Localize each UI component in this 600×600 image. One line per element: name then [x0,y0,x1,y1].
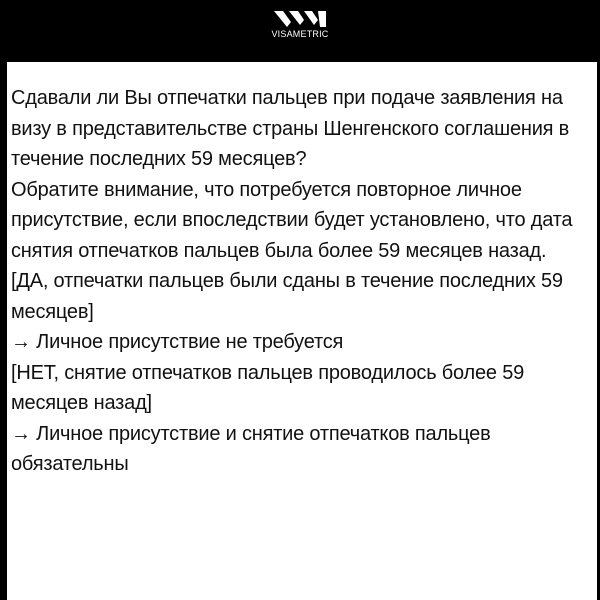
text-block [11,83,593,480]
option-yes-text: [ДА, отпечатки пальцев были сданы в течение последних 59 месяцев] [11,270,563,323]
result-yes-text: → Личное присутствие не требуется [11,331,344,353]
visametric-logo-icon [274,11,326,27]
option-no-text: [НЕТ, снятие отпечатков пальцев проводилось более 59 месяцев назад] [11,361,525,414]
result-no-text: → Личное присутствие и снятие отпечатков пальцев обязательны [11,422,491,475]
logo-text: VISAMETRIC [271,29,329,39]
notice-text: Обратите внимание, что потребуется повторное личное присутствие, если впоследствии будет установлено, что дата снятия отпечатков пальцев была более 59 месяцев назад. [11,178,573,262]
content-panel [7,62,597,600]
header [0,0,600,48]
question-text: Сдавали ли Вы отпечатки пальцев при подаче заявления на визу в представительстве страны Шенгенского соглашения в течение последних 59 месяцев? [11,87,570,170]
